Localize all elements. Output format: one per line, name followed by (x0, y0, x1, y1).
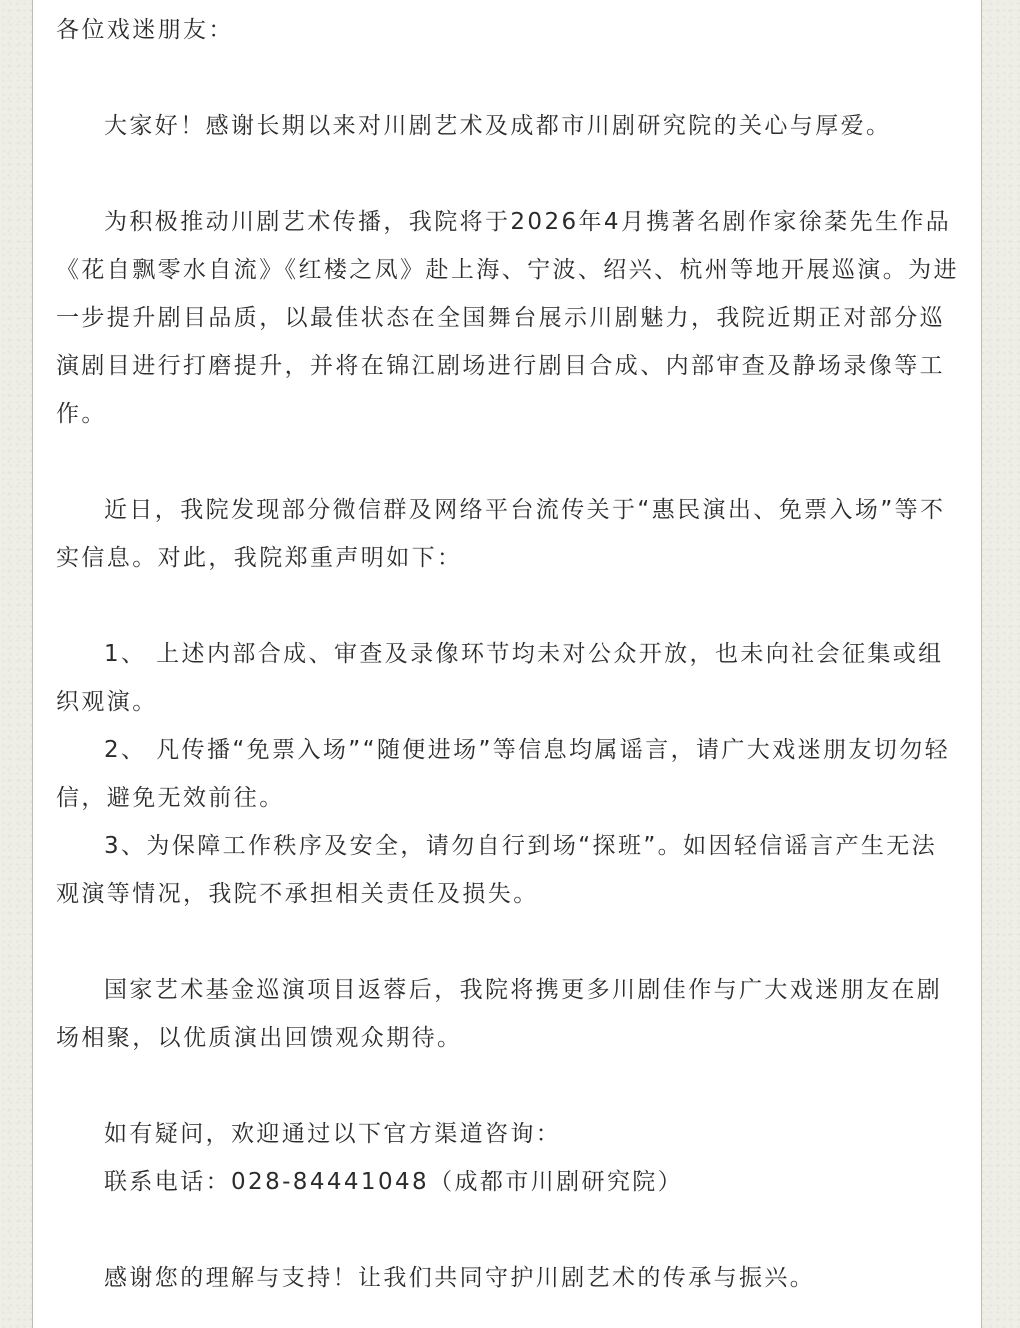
greeting-paragraph: 大家好！感谢长期以来对川剧艺术及成都市川剧研究院的关心与厚爱。 (104, 113, 892, 139)
spacer (56, 150, 961, 198)
future-paragraph: 国家艺术基金巡演项目返蓉后，我院将携更多川剧佳作与广大戏迷朋友在剧场相聚，以优质演出回馈观众期待。 (56, 977, 943, 1051)
closing-paragraph: 感谢您的理解与支持！让我们共同守护川剧艺术的传承与振兴。 (104, 1265, 816, 1291)
statement-point-3: 3、为保障工作秩序及安全，请勿自行到场“探班”。如因轻信谣言产生无法观演等情况，我院不承担相关责任及损失。 (56, 833, 938, 907)
letter-paper (32, 0, 982, 1328)
spacer (56, 1062, 961, 1110)
spacer (56, 1206, 961, 1254)
letter-body (56, 6, 961, 1302)
spacer (56, 54, 961, 102)
salutation: 各位戏迷朋友： (56, 17, 234, 43)
intro-paragraph: 为积极推动川剧艺术传播，我院将于2026年4月携著名剧作家徐棻先生作品《花自飘零水自流》《红楼之凤》赴上海、宁波、绍兴、杭州等地开展巡演。为进一步提升剧目品质，以最佳状态在全国舞台展示川剧魅力，我院近期正对部分巡演剧目进行打磨提升，并将在锦江剧场进行剧目合成、内部审查及静场录像等工作。 (56, 209, 959, 427)
contact-phone: 联系电话：028-84441048（成都市川剧研究院） (104, 1169, 684, 1195)
contact-intro: 如有疑问，欢迎通过以下官方渠道咨询： (104, 1121, 562, 1147)
spacer (56, 582, 961, 630)
spacer (56, 438, 961, 486)
statement-intro-paragraph: 近日，我院发现部分微信群及网络平台流传关于“惠民演出、免票入场”等不实信息。对此，我院郑重声明如下： (56, 497, 946, 571)
statement-point-2: 2、 凡传播“免票入场”“随便进场”等信息均属谣言，请广大戏迷朋友切勿轻信，避免无效前往。 (56, 737, 951, 811)
spacer (56, 918, 961, 966)
statement-point-1: 1、 上述内部合成、审查及录像环节均未对公众开放，也未向社会征集或组织观演。 (56, 641, 944, 715)
